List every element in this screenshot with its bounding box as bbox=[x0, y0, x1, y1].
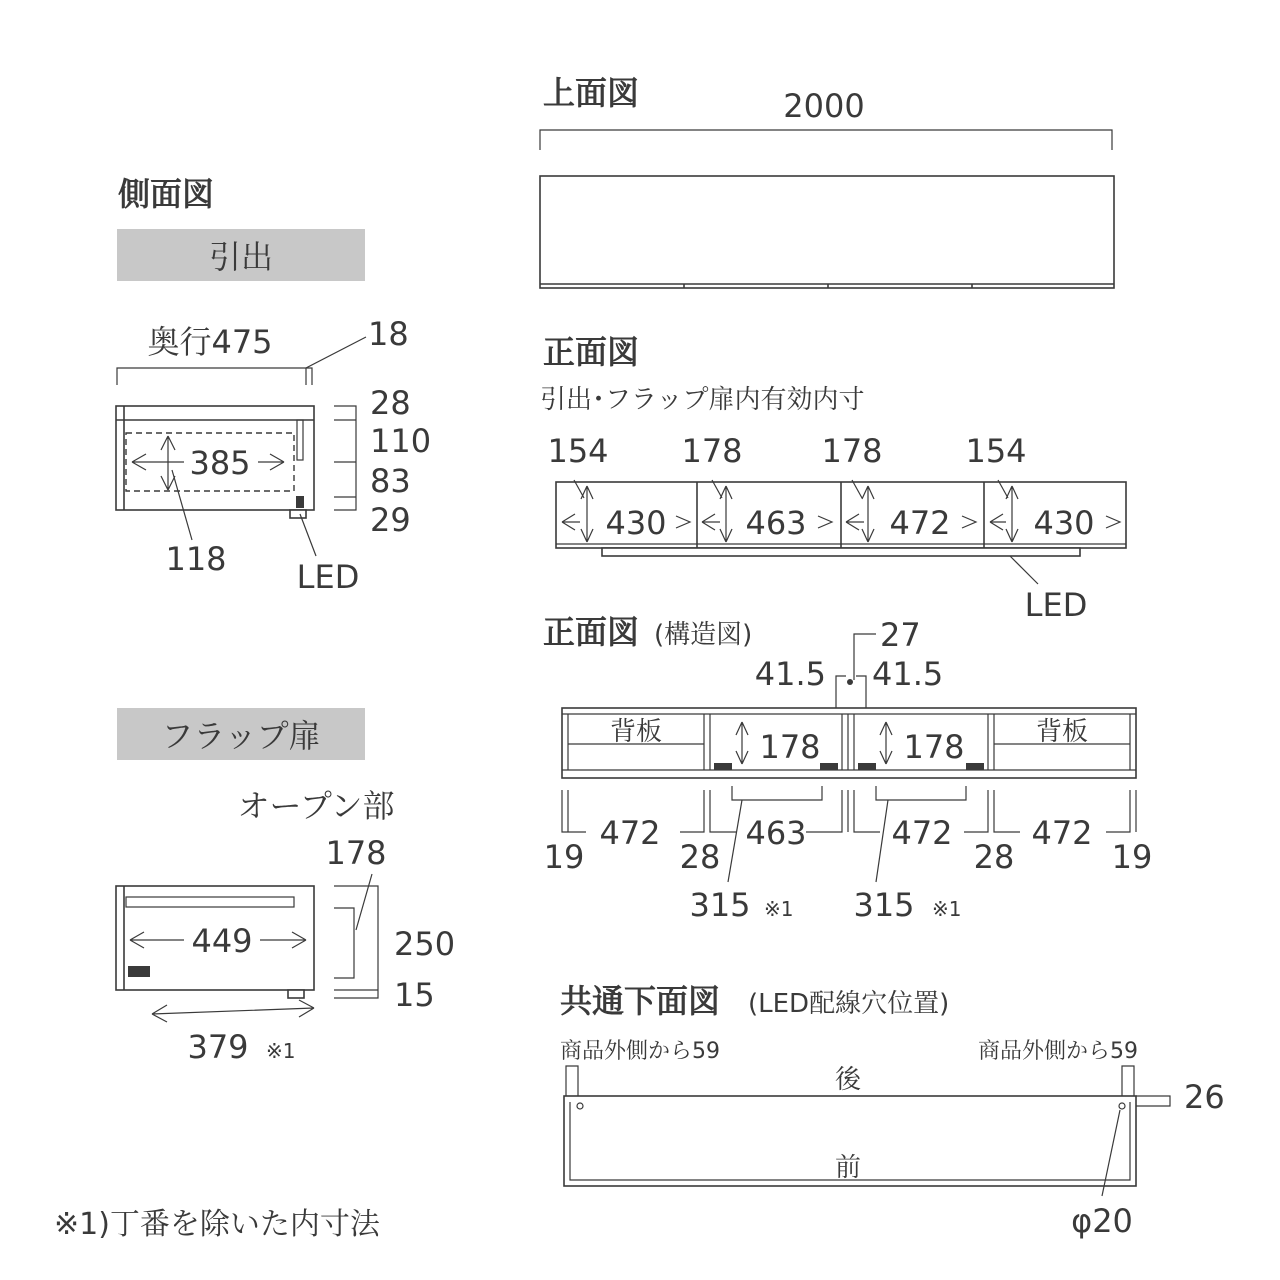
inner-height-1: 178 bbox=[759, 728, 821, 766]
flap-open-height: 178 bbox=[325, 834, 387, 872]
front-height-4: 154 bbox=[965, 432, 1027, 470]
flap-inner-width: 449 bbox=[191, 922, 253, 960]
note-ref-2: ※1 bbox=[932, 897, 962, 921]
offset-dim bbox=[1136, 1096, 1170, 1106]
front-width-1: 430 bbox=[605, 504, 667, 542]
partition-left: 28 bbox=[679, 838, 721, 876]
front-width-2: 463 bbox=[745, 504, 807, 542]
hinge-width-1: 315 bbox=[689, 886, 751, 924]
hinge-width-dims bbox=[732, 786, 966, 800]
depth-dim-line bbox=[117, 368, 312, 385]
drawer-height-2: 110 bbox=[370, 422, 432, 460]
back-panel-left: 背板 bbox=[609, 717, 663, 747]
footnote: ※1)丁番を除いた内寸法 bbox=[54, 1207, 380, 1242]
led-leader bbox=[300, 514, 316, 556]
drawer-foot bbox=[290, 510, 306, 518]
flap-led-block bbox=[128, 966, 150, 977]
flap-inner-depth: 379 bbox=[187, 1028, 249, 1066]
front-width-3: 472 bbox=[889, 504, 951, 542]
hinge-width-2: 315 bbox=[853, 886, 915, 924]
bottom-dim-2: 463 bbox=[745, 814, 807, 852]
top-width-dim bbox=[540, 130, 1112, 150]
structure-view-title: 正面図 bbox=[543, 613, 640, 651]
bottom-dim-1: 472 bbox=[599, 814, 661, 852]
bottom-front: 前 bbox=[834, 1153, 862, 1183]
inner-height-2: 178 bbox=[903, 728, 965, 766]
drawer-height-4: 29 bbox=[370, 501, 411, 539]
bottom-right-note: 商品外側から59 bbox=[978, 1039, 1138, 1064]
bottom-dim-4: 472 bbox=[1031, 814, 1093, 852]
flap-note-ref: ※1 bbox=[266, 1039, 296, 1063]
top-view-title: 上面図 bbox=[543, 74, 640, 112]
right-hole-dim bbox=[1122, 1066, 1134, 1096]
left-hole-dim bbox=[566, 1066, 578, 1096]
bottom-back: 後 bbox=[834, 1065, 862, 1095]
bottom-offset: 26 bbox=[1184, 1078, 1225, 1116]
thickness-leader bbox=[306, 337, 366, 385]
top-view-width: 2000 bbox=[783, 87, 865, 125]
side-gap-right: 41.5 bbox=[872, 655, 944, 693]
front-led-bar bbox=[602, 548, 1080, 556]
drawer-height-3: 83 bbox=[370, 462, 411, 500]
side-view-title: 側面図 bbox=[118, 175, 215, 213]
height-dim-ticks bbox=[334, 406, 356, 510]
hinge-leader-2 bbox=[876, 800, 888, 882]
front-led-label: LED bbox=[1024, 586, 1088, 624]
drawer-tab: 引出 bbox=[208, 238, 274, 276]
drawer-led-label: LED bbox=[296, 558, 360, 596]
bottom-view-sub: (LED配線穴位置) bbox=[748, 989, 950, 1019]
hinge-3 bbox=[858, 763, 876, 770]
hinge-leader-1 bbox=[728, 800, 742, 882]
bottom-dim-3: 472 bbox=[891, 814, 953, 852]
front-view-subtitle: 引出･フラップ扉内有効内寸 bbox=[540, 385, 865, 415]
flap-total-height: 250 bbox=[394, 925, 456, 963]
partition-right: 28 bbox=[973, 838, 1015, 876]
front-height-2: 178 bbox=[681, 432, 743, 470]
front-view-title: 正面図 bbox=[543, 333, 640, 371]
flap-open-label: オープン部 bbox=[237, 787, 395, 825]
bottom-left-note: 商品外側から59 bbox=[560, 1039, 720, 1064]
flap-foot bbox=[288, 990, 304, 998]
top-view-body bbox=[540, 176, 1114, 288]
drawer-thickness: 18 bbox=[368, 315, 409, 353]
drawer-inner-width: 385 bbox=[189, 444, 251, 482]
hinge-1 bbox=[714, 763, 732, 770]
note-ref-1: ※1 bbox=[764, 897, 794, 921]
led-block bbox=[296, 496, 304, 508]
front-height-3: 178 bbox=[821, 432, 883, 470]
drawer-height-1: 28 bbox=[370, 384, 411, 422]
front-led-leader bbox=[1010, 556, 1038, 584]
flap-bottom: 15 bbox=[394, 976, 435, 1014]
back-panel-right: 背板 bbox=[1035, 717, 1089, 747]
structure-view-sub: (構造図) bbox=[654, 620, 753, 650]
edge-left: 19 bbox=[543, 838, 585, 876]
bottom-view-title: 共通下面図 bbox=[560, 982, 721, 1020]
flap-height-dims bbox=[334, 886, 378, 998]
flap-open-leader bbox=[356, 874, 372, 930]
hinge-2 bbox=[820, 763, 838, 770]
edge-right: 19 bbox=[1111, 838, 1153, 876]
center-dot bbox=[847, 679, 853, 685]
side-gap-left: 41.5 bbox=[754, 655, 826, 693]
drawer-depth-label: 奥行475 bbox=[147, 323, 273, 361]
hinge-4 bbox=[966, 763, 984, 770]
flap-depth-arrow bbox=[152, 1000, 314, 1022]
front-height-1: 154 bbox=[547, 432, 609, 470]
drawer-inner-height: 118 bbox=[165, 540, 227, 578]
center-gap: 27 bbox=[880, 616, 921, 654]
hole-diameter: φ20 bbox=[1071, 1202, 1133, 1240]
front-width-4: 430 bbox=[1033, 504, 1095, 542]
flap-tab: フラップ扉 bbox=[161, 717, 321, 755]
